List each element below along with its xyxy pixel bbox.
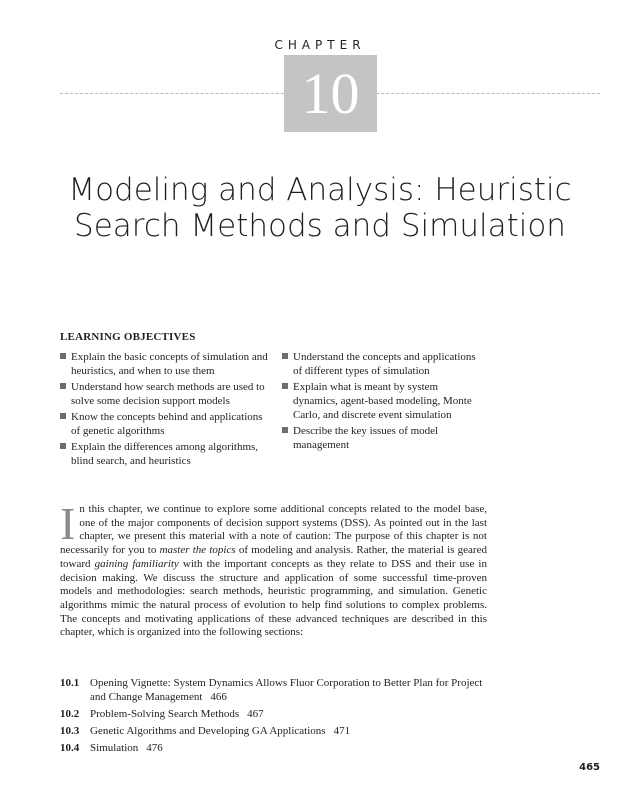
section-page: 467 <box>247 708 264 720</box>
square-bullet-icon <box>60 413 66 419</box>
objective-item <box>282 350 482 378</box>
objective-item <box>282 380 482 422</box>
square-bullet-icon <box>282 383 288 389</box>
objective-item <box>60 440 272 468</box>
objective-text: Explain what is meant by system dynamics, agent-based modeling, Monte Carlo, and discrete event simulation <box>293 381 472 421</box>
objective-text: Explain the basic concepts of simulation and heuristics, and when to use them <box>71 351 268 377</box>
drop-cap: I <box>60 498 76 549</box>
objective-text: Explain the differences among algorithms, blind search, and heuristics <box>71 441 259 467</box>
intro-paragraph <box>60 498 487 640</box>
intro-text-1: n this chapter, we continue to explore some additional concepts related to the model base, one of the major components of decision support systems (DSS). As pointed out in the last chapter, we present this material with a note of caution: The purpose of this chapter is not necessarily for you to <box>60 503 487 557</box>
objective-item <box>60 350 272 378</box>
section-item <box>60 724 500 738</box>
objective-text: Know the concepts behind and applications of genetic algorithms <box>71 411 263 437</box>
section-page: 471 <box>333 725 351 737</box>
square-bullet-icon <box>60 443 66 449</box>
section-item <box>60 676 500 704</box>
square-bullet-icon <box>60 353 66 359</box>
section-number: 10.4 <box>60 742 80 754</box>
section-title: Genetic Algorithms and Developing GA Applications <box>90 725 326 737</box>
page-number: 465 <box>579 762 600 773</box>
square-bullet-icon <box>282 353 288 359</box>
section-number: 10.3 <box>60 725 80 737</box>
section-page: 466 <box>210 691 227 703</box>
section-number: 10.1 <box>60 677 80 689</box>
objective-item <box>60 410 272 438</box>
section-page: 476 <box>146 742 163 754</box>
intro-text-3: with the important concepts as they relate to DSS and their use in decision making. We discuss the structure and application of some successful time-proven models and methodologies: search methods, heuristic programming, and simulation. Genetic algorithms mimic the natural process of evolution to help find solutions to complex problems. The concepts and motivating applications of these advanced techniques are described in this chapter, which is organized into the following sections: <box>60 557 487 639</box>
learning-objectives-heading: LEARNING OBJECTIVES <box>60 331 196 343</box>
intro-text-2: of modeling and analysis. Rather, the material is geared toward <box>60 544 487 570</box>
section-item <box>60 707 500 721</box>
intro-emphasis-1: master the topics <box>159 544 236 557</box>
learning-objectives-right-column <box>282 350 482 454</box>
chapter-title <box>0 172 640 244</box>
chapter-title-line-2: Search Methods and Simulation <box>74 208 566 244</box>
learning-objectives-left-column <box>60 350 272 470</box>
objective-item <box>282 424 482 452</box>
section-number: 10.2 <box>60 708 80 720</box>
section-title: Simulation <box>90 742 139 754</box>
objective-item <box>60 380 272 408</box>
square-bullet-icon <box>60 383 66 389</box>
section-item <box>60 741 500 755</box>
section-title: Opening Vignette: System Dynamics Allows Fluor Corporation to Better Plan for Project and Change Management <box>90 677 483 703</box>
objective-text: Understand how search methods are used to solve some decision support models <box>71 381 265 407</box>
square-bullet-icon <box>282 427 288 433</box>
chapter-label: CHAPTER <box>274 38 366 52</box>
section-title: Problem-Solving Search Methods <box>90 708 240 720</box>
chapter-title-line-1: Modeling and Analysis: Heuristic <box>68 172 572 208</box>
objective-text: Describe the key issues of model management <box>293 425 439 451</box>
section-list <box>60 676 500 758</box>
intro-emphasis-2: gaining familiarity <box>94 557 179 570</box>
chapter-number: 10 <box>284 55 377 132</box>
objective-text: Understand the concepts and applications of different types of simulation <box>293 351 476 377</box>
